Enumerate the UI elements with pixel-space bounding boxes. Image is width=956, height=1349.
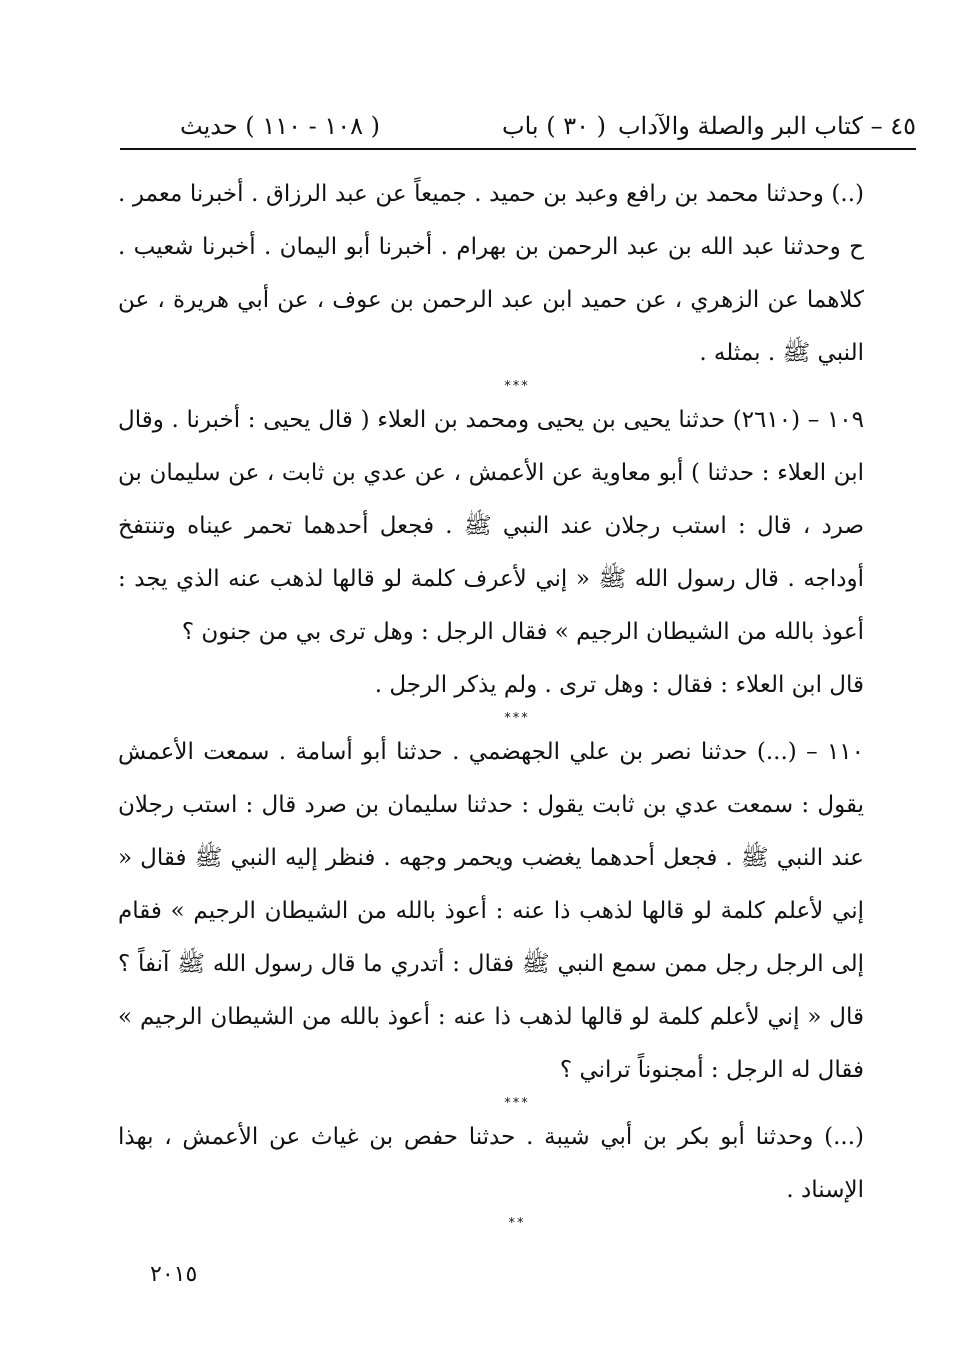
paragraph-hadith-variant-2: (...) وحدثنا أبو بكر بن أبي شيبة . حدثنا حفص بن غياث عن الأعمش ، بهذا الإسناد . [118,1124,864,1203]
header-hadith-range: ( ١٠٨ - ١١٠ ) حديث [180,112,381,140]
paragraph-hadith-110: ١١٠ – (...) حدثنا نصر بن علي الجهضمي . حدثنا أبو أسامة . سمعت الأعمش يقول : سمعت عدي بن ثابت يقول : حدثنا سليمان بن صرد قال : استب رجلان عند النبي ﷺ . فجعل أحدهما يغضب ويحمر وجهه . فنظر إليه النبي ﷺ فقال « إني لأعلم كلمة لو قالها لذهب ذا عنه : أعوذ بالله من الشيطان الرجيم » فقام إلى الرجل رجل ممن سمع النبي ﷺ فقال : أتدري ما قال رسول الله ﷺ آنفاً ؟ قال « إني لأعلم كلمة لو قالها لذهب ذا عنه : أعوذ بالله من الشيطان الرجيم » فقال له الرجل : أمجنوناً تراني ؟ [118,739,864,1083]
section-separator: *** [504,379,530,394]
end-separator: ** [508,1216,526,1231]
section-separator: *** [504,711,530,726]
header-chapter: ( ٣٠ ) باب [502,112,606,140]
main-text [118,168,916,1231]
paragraph-hadith-109: ١٠٩ – (٢٦١٠) حدثنا يحيى بن يحيى ومحمد بن العلاء ( قال يحيى : أخبرنا . وقال ابن العلاء : حدثنا ) أبو معاوية عن الأعمش ، عن عدي بن ثابت ، عن سليمان بن صرد ، قال : استب رجلان عند النبي ﷺ . فجعل أحدهما تحمر عيناه وتنتفخ أوداجه . قال رسول الله ﷺ « إني لأعرف كلمة لو قالها لذهب عنه الذي يجد : أعوذ بالله من الشيطان الرجيم » فقال الرجل : وهل ترى بي من جنون ؟ [118,407,864,645]
header-rule [120,148,916,150]
paragraph-note: قال ابن العلاء : فقال : وهل ترى . ولم يذكر الرجل . [374,672,864,698]
page-number: ٢٠١٥ [150,1262,198,1287]
paragraph-hadith-variant-1: (..) وحدثنا محمد بن رافع وعبد بن حميد . جميعاً عن عبد الرزاق . أخبرنا معمر . ح وحدثنا عبد الله بن عبد الرحمن بن بهرام . أخبرنا أبو اليمان . أخبرنا شعيب . كلاهما عن الزهري ، عن حميد ابن عبد الرحمن بن عوف ، عن أبي هريرة ، عن النبي ﷺ . بمثله . [118,181,864,366]
header-book-title: ٤٥ – كتاب البر والصلة والآداب [617,112,916,140]
running-header [120,108,916,152]
section-separator: *** [504,1096,530,1111]
